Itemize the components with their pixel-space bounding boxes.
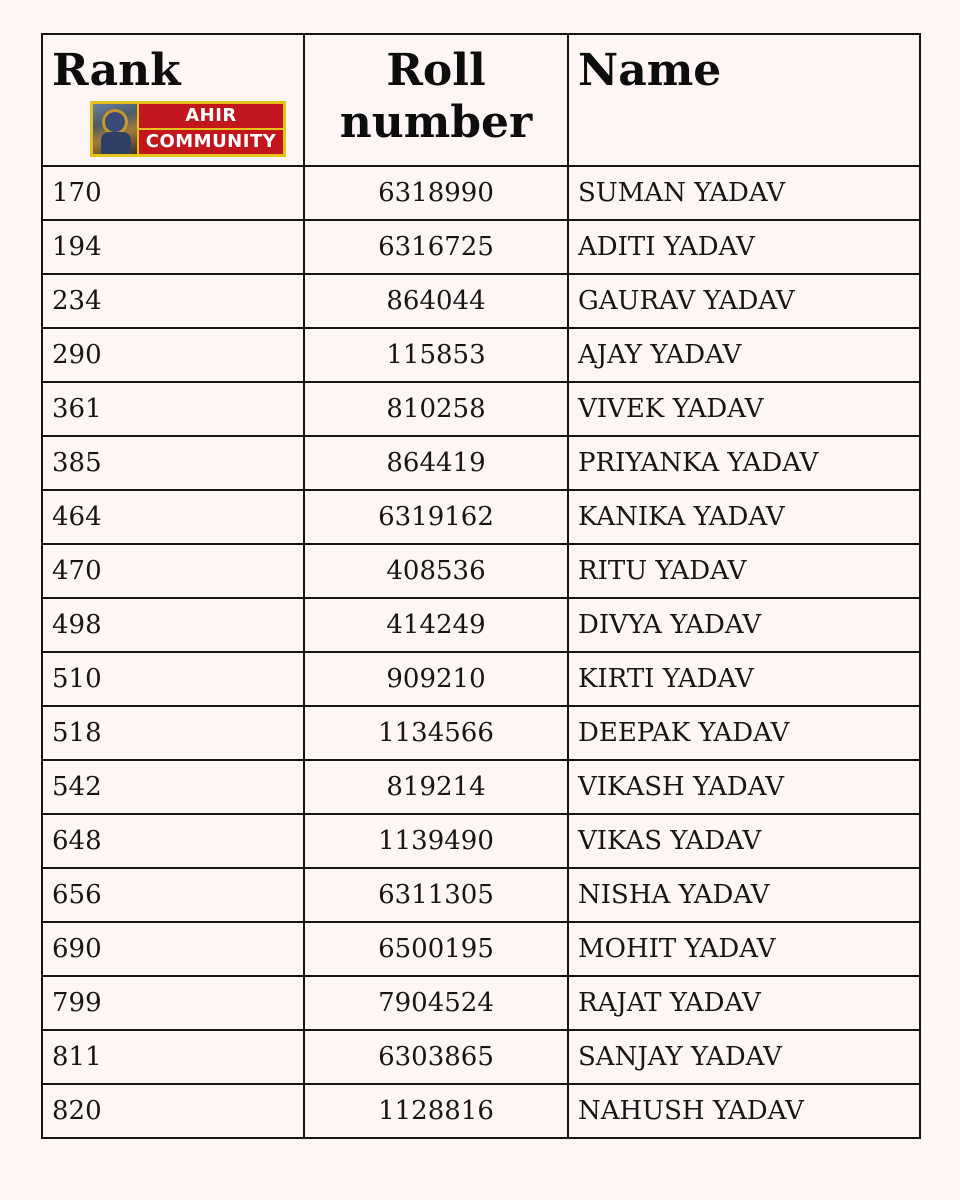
name-cell: SANJAY YADAV (568, 1030, 920, 1084)
roll-number-cell: 810258 (304, 382, 568, 436)
table-row (42, 598, 920, 652)
logo-line-1: AHIR (139, 104, 283, 128)
rank-cell: 498 (42, 598, 304, 652)
roll-number-cell: 115853 (304, 328, 568, 382)
name-cell: VIKASH YADAV (568, 760, 920, 814)
rank-cell: 811 (42, 1030, 304, 1084)
roll-number-cell: 1139490 (304, 814, 568, 868)
roll-number-cell: 819214 (304, 760, 568, 814)
name-cell: DEEPAK YADAV (568, 706, 920, 760)
name-cell: ADITI YADAV (568, 220, 920, 274)
roll-number-cell: 6303865 (304, 1030, 568, 1084)
rank-cell: 820 (42, 1084, 304, 1138)
rank-cell: 170 (42, 166, 304, 220)
roll-number-header (304, 34, 568, 166)
rank-table (41, 33, 921, 1139)
name-cell: KIRTI YADAV (568, 652, 920, 706)
roll-header-line-1: Roll (386, 45, 486, 96)
roll-number-cell: 864419 (304, 436, 568, 490)
table-row (42, 220, 920, 274)
rank-cell: 194 (42, 220, 304, 274)
roll-number-cell: 1128816 (304, 1084, 568, 1138)
table-row (42, 544, 920, 598)
name-cell: RITU YADAV (568, 544, 920, 598)
name-cell: KANIKA YADAV (568, 490, 920, 544)
deity-portrait-icon (93, 104, 137, 154)
rank-cell: 648 (42, 814, 304, 868)
name-cell: SUMAN YADAV (568, 166, 920, 220)
name-cell: VIVEK YADAV (568, 382, 920, 436)
table-row (42, 1030, 920, 1084)
roll-number-cell: 1134566 (304, 706, 568, 760)
roll-number-cell: 408536 (304, 544, 568, 598)
name-cell: MOHIT YADAV (568, 922, 920, 976)
name-cell: NAHUSH YADAV (568, 1084, 920, 1138)
rank-cell: 464 (42, 490, 304, 544)
rank-cell: 510 (42, 652, 304, 706)
rank-cell: 361 (42, 382, 304, 436)
table-row (42, 382, 920, 436)
table-row (42, 328, 920, 382)
logo-text (139, 104, 283, 154)
rank-cell: 234 (42, 274, 304, 328)
table-row (42, 760, 920, 814)
roll-number-cell: 6500195 (304, 922, 568, 976)
roll-number-cell: 6319162 (304, 490, 568, 544)
table-row (42, 1084, 920, 1138)
roll-number-cell: 6311305 (304, 868, 568, 922)
roll-number-cell: 864044 (304, 274, 568, 328)
roll-number-cell: 909210 (304, 652, 568, 706)
table-row (42, 706, 920, 760)
name-cell: NISHA YADAV (568, 868, 920, 922)
roll-number-cell: 7904524 (304, 976, 568, 1030)
table-row (42, 868, 920, 922)
table-row (42, 922, 920, 976)
name-cell: GAURAV YADAV (568, 274, 920, 328)
table-row (42, 814, 920, 868)
roll-number-cell: 414249 (304, 598, 568, 652)
roll-number-cell: 6316725 (304, 220, 568, 274)
table-row (42, 166, 920, 220)
name-cell: PRIYANKA YADAV (568, 436, 920, 490)
rank-cell: 799 (42, 976, 304, 1030)
rank-cell: 656 (42, 868, 304, 922)
table-row (42, 274, 920, 328)
rank-cell: 385 (42, 436, 304, 490)
name-header: Name (568, 34, 920, 166)
name-cell: RAJAT YADAV (568, 976, 920, 1030)
roll-number-cell: 6318990 (304, 166, 568, 220)
rank-cell: 518 (42, 706, 304, 760)
logo-line-2: COMMUNITY (139, 130, 283, 154)
name-cell: DIVYA YADAV (568, 598, 920, 652)
results-sheet (41, 33, 919, 1139)
ahir-community-logo (90, 101, 286, 157)
name-cell: VIKAS YADAV (568, 814, 920, 868)
rank-header: Rank (52, 45, 181, 96)
rank-cell: 690 (42, 922, 304, 976)
table-row (42, 976, 920, 1030)
rank-header-cell (42, 34, 304, 166)
table-row (42, 436, 920, 490)
header-row (42, 34, 920, 166)
name-cell: AJAY YADAV (568, 328, 920, 382)
table-body (42, 166, 920, 1138)
rank-cell: 290 (42, 328, 304, 382)
table-row (42, 490, 920, 544)
table-row (42, 652, 920, 706)
roll-header-line-2: number (339, 97, 533, 148)
rank-cell: 470 (42, 544, 304, 598)
rank-cell: 542 (42, 760, 304, 814)
